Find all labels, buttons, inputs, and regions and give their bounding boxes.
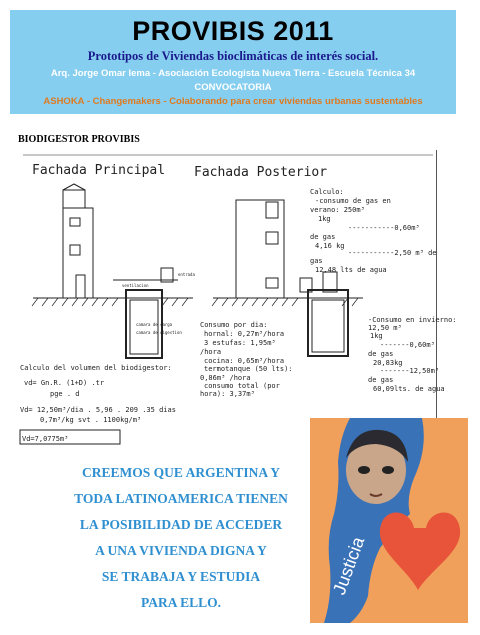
house-back-window-2 — [266, 232, 278, 244]
invierno-line-3: -------0,60m³ — [380, 341, 435, 349]
convocatoria-line: CONVOCATORIA — [194, 82, 272, 93]
dia-line-8: hora): 3,37m³ — [200, 390, 255, 398]
consumo-dia-block — [200, 321, 293, 398]
invierno-line-4: de gas — [368, 350, 394, 358]
calculo-line-0: Calculo: — [310, 188, 344, 196]
calculo-line-9: 12,48 lts de agua — [315, 266, 387, 274]
header-banner — [10, 10, 456, 114]
volumen-line-2: pge . d — [50, 390, 80, 398]
justicia-poster — [310, 418, 468, 623]
invierno-line-8: 60,09lts. de agua — [373, 385, 445, 393]
slogan-line-5: SE TRABAJA Y ESTUDIA — [101, 569, 261, 584]
slogan-line-4: A UNA VIVIENDA DIGNA Y — [95, 543, 267, 558]
invierno-block — [368, 316, 457, 393]
volumen-line-1: vd= Gn.R. (1+D) .tr — [24, 379, 105, 387]
child-eye-right — [382, 466, 394, 474]
dia-line-1: hornal: 0,27m³/hora — [204, 330, 285, 338]
house-front-window-2 — [70, 245, 80, 255]
dia-line-3: /hora — [200, 348, 222, 356]
dia-line-4: cocina: 0,65m³/hora — [204, 357, 285, 365]
small-label-entrada: entrada — [178, 272, 195, 277]
calculo-line-6: 4,16 kg — [315, 242, 345, 250]
volumen-result: Vd=7,0775m³ — [22, 435, 69, 443]
justicia-word: Justicia — [328, 534, 369, 598]
section-label: BIODIGESTOR PROVIBIS — [18, 134, 140, 145]
house-back — [236, 200, 284, 298]
invierno-line-7: de gas — [368, 376, 394, 384]
page-subtitle: Prototipos de Viviendas bioclimáticas de interés social. — [87, 49, 379, 63]
poster-art — [310, 418, 468, 623]
drawing-sketch — [18, 150, 457, 448]
ground-hatching — [32, 298, 358, 306]
facade-back-label: Fachada Posterior — [194, 165, 328, 180]
house-front-window-1 — [70, 218, 80, 226]
house-front-tank — [63, 190, 85, 208]
house-front — [63, 208, 93, 298]
calculo-line-2: verano: 250m³ — [310, 206, 365, 214]
house-back-window-1 — [266, 202, 278, 218]
digester-chamber-front — [130, 300, 158, 354]
house-front-door — [76, 275, 85, 298]
digester-chamber-back — [312, 300, 344, 352]
invierno-line-1: 12,50 m³ — [368, 324, 402, 332]
small-label-ventilacion: ventilacion — [122, 283, 149, 288]
volumen-line-0: Calculo del volumen del biodigestor: — [20, 364, 172, 372]
calculo-line-3: 1kg — [318, 215, 331, 223]
slogan-block — [56, 460, 306, 616]
house-back-window-3 — [266, 278, 278, 288]
slogan-line-1: CREEMOS QUE ARGENTINA Y — [82, 465, 280, 480]
small-label-digestion: camara de digestion — [136, 330, 182, 335]
volumen-block — [20, 364, 176, 443]
volumen-line-3: Vd= 12,50m³/dia . 5,96 . 209 .35 dias — [20, 406, 176, 414]
authors-line: Arq. Jorge Omar Iema - Asociación Ecologista Nueva Tierra - Escuela Técnica 34 — [50, 68, 416, 79]
dia-line-7: consumo total (por — [204, 382, 280, 390]
invierno-line-6: -------12,50m³ — [380, 367, 440, 375]
facade-front-label: Fachada Principal — [32, 163, 166, 178]
calculo-line-4: -----------0,60m³ — [348, 224, 420, 232]
biodigester-drawing — [18, 150, 457, 448]
ashoka-line: ASHOKA - Changemakers - Colaborando para crear viviendas urbanas sustentables — [43, 96, 423, 107]
small-label-carga: camara de carga — [136, 322, 173, 327]
page-title: PROVIBIS 2011 — [132, 16, 334, 46]
calculo-line-1: -consumo de gas en — [315, 197, 391, 205]
invierno-line-0: -Consumo en invierno: — [368, 316, 457, 324]
calculo-line-7: -----------2,50 m³ de — [348, 249, 437, 257]
dia-line-5: termotanque (50 lts): — [204, 365, 293, 373]
invierno-line-2: 1kg — [370, 332, 383, 340]
invierno-line-5: 20,83kg — [373, 359, 403, 367]
calculo-block — [310, 188, 437, 274]
volumen-line-4: 0,7m³/kg svt . 1100kg/m³ — [40, 416, 142, 424]
dia-line-2: 3 estufas: 1,95m³ — [204, 339, 276, 347]
dia-line-0: Consumo por dia: — [200, 321, 268, 329]
house-front-roof — [63, 184, 85, 190]
calculo-line-5: de gas — [310, 233, 336, 241]
slogan-line-3: LA POSIBILIDAD DE ACCEDER — [79, 517, 283, 532]
dia-line-6: 0,86m³ /hora — [200, 374, 251, 382]
child-eye-left — [358, 466, 370, 474]
slogan-line-2: TODA LATINOAMERICA TIENEN — [74, 491, 288, 506]
heart-icon — [380, 513, 460, 591]
calculo-line-8: gas — [310, 257, 323, 265]
slogan-line-6: PARA ELLO. — [140, 595, 221, 610]
